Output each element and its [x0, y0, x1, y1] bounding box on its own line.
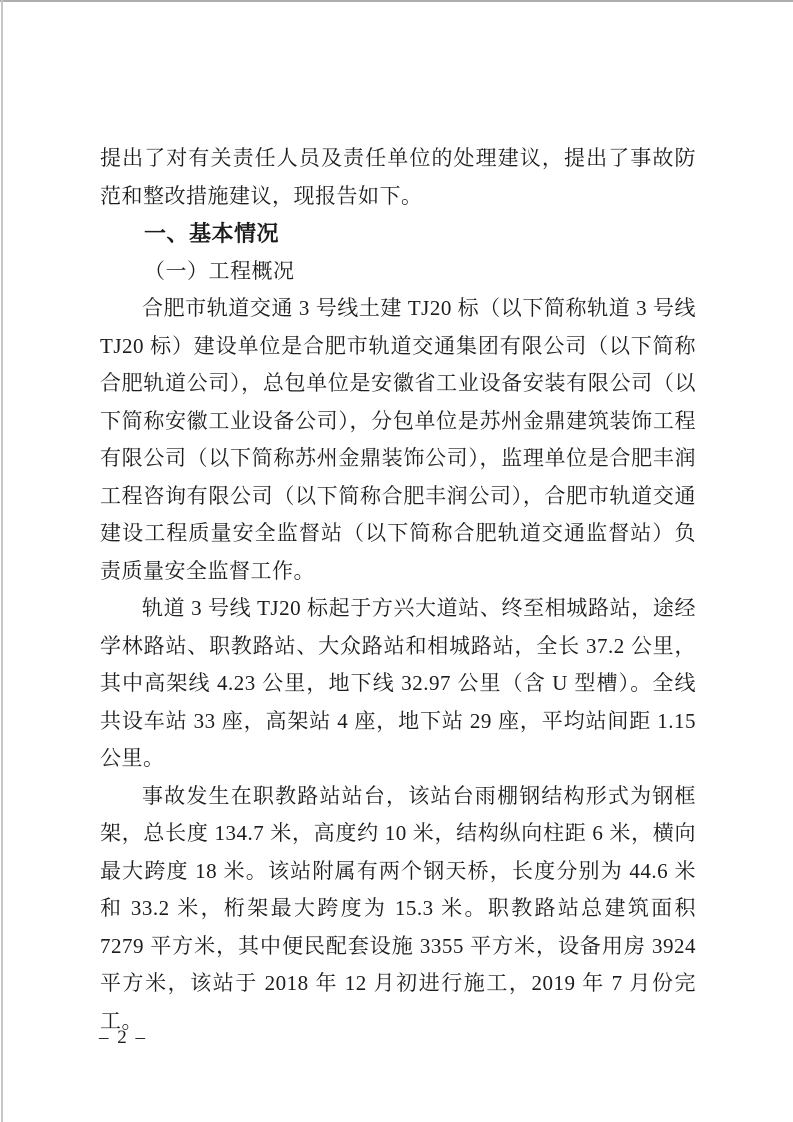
paragraph-line-route: 轨道 3 号线 TJ20 标起于方兴大道站、终至相城路站，途经学林路站、职教路站、大众路站和相城路站，全长 37.2 公里，其中高架线 4.23 公里，地下线 32.97 公里（含 U 型槽）。全线共设车站 33 座，高架站 4 座，地下站 29 座，平均站间距 1.15 公里。	[100, 596, 696, 770]
paragraph-intro-continuation: 提出了对有关责任人员及责任单位的处理建议，提出了事故防范和整改措施建议，现报告如下。	[100, 146, 696, 208]
document-body	[100, 140, 696, 1040]
page-number: – 2 –	[99, 1027, 147, 1048]
scan-edge-left	[1, 0, 3, 1122]
section-heading-basic-situation: 一、基本情况	[144, 221, 280, 246]
subsection-heading-project-overview: （一）工程概况	[144, 258, 295, 283]
scan-edge-top	[0, 0, 793, 2]
paragraph-project-units: 合肥市轨道交通 3 号线土建 TJ20 标（以下简称轨道 3 号线 TJ20 标）建设单位是合肥市轨道交通集团有限公司（以下简称合肥轨道公司），总包单位是安徽省工业设备安装有限公司（以下简称安徽工业设备公司），分包单位是苏州金鼎建筑装饰工程有限公司（以下简称苏州金鼎装饰公司），监理单位是合肥丰润工程咨询有限公司（以下简称合肥丰润公司），合肥市轨道交通建设工程质量安全监督站（以下简称合肥轨道交通监督站）负责质量安全监督工作。	[100, 296, 696, 583]
paragraph-station-platform: 事故发生在职教路站站台，该站台雨棚钢结构形式为钢框架，总长度 134.7 米，高度约 10 米，结构纵向柱距 6 米，横向最大跨度 18 米。该站附属有两个钢天桥，长度分别为 44.6 米和 33.2 米，桁架最大跨度为 15.3 米。职教路站总建筑面积 7279 平方米，其中便民配套设施 3355 平方米，设备用房 3924 平方米，该站于 2018 年 12 月初进行施工，2019 年 7 月份完工。	[100, 783, 696, 1033]
